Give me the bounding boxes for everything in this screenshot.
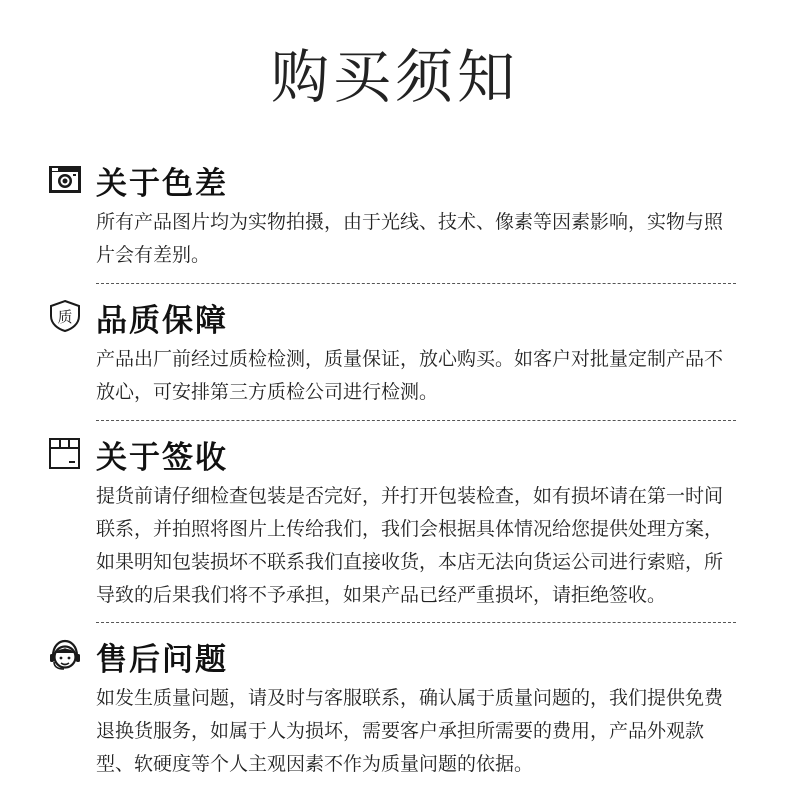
package-box-icon — [48, 436, 82, 470]
section-title: 售后问题 — [96, 642, 228, 678]
section-after-sales — [48, 636, 738, 781]
section-body: 如发生质量问题，请及时与客服联系，确认属于质量问题的，我们提供免费退换货服务，如属于人为损坏，需要客户承担所需要的费用，产品外观款型、软硬度等个人主观因素不作为质量问题的依据。 — [96, 687, 724, 775]
section-body: 提货前请仔细检查包装是否完好，并打开包装检查，如有损坏请在第一时间联系，并拍照将图片上传给我们，我们会根据具体情况给您提供处理方案，如果明知包装损坏不联系我们直接收货，本店无法向货运公司进行索赔，所导致的后果我们将不予承担，如果产品已经严重损坏，请拒绝签收。 — [96, 485, 724, 606]
section-color-difference — [48, 160, 738, 272]
divider — [96, 420, 736, 421]
quality-shield-icon — [48, 299, 82, 333]
section-title: 关于色差 — [96, 166, 228, 202]
camera-icon — [48, 162, 82, 196]
page-title: 购买须知 — [270, 43, 519, 111]
section-quality-assurance — [48, 297, 738, 409]
divider — [96, 283, 736, 284]
section-body: 所有产品图片均为实物拍摄，由于光线、技术、像素等因素影响，实物与照片会有差别。 — [96, 211, 724, 266]
divider — [96, 622, 736, 623]
section-delivery-signing — [48, 434, 738, 612]
customer-service-headset-icon — [48, 638, 82, 672]
section-title: 品质保障 — [96, 303, 228, 339]
section-body: 产品出厂前经过质检检测，质量保证，放心购买。如客户对批量定制产品不放心，可安排第三方质检公司进行检测。 — [96, 348, 724, 403]
section-title: 关于签收 — [96, 440, 228, 476]
quality-shield-icon-label: 质 — [57, 308, 73, 326]
